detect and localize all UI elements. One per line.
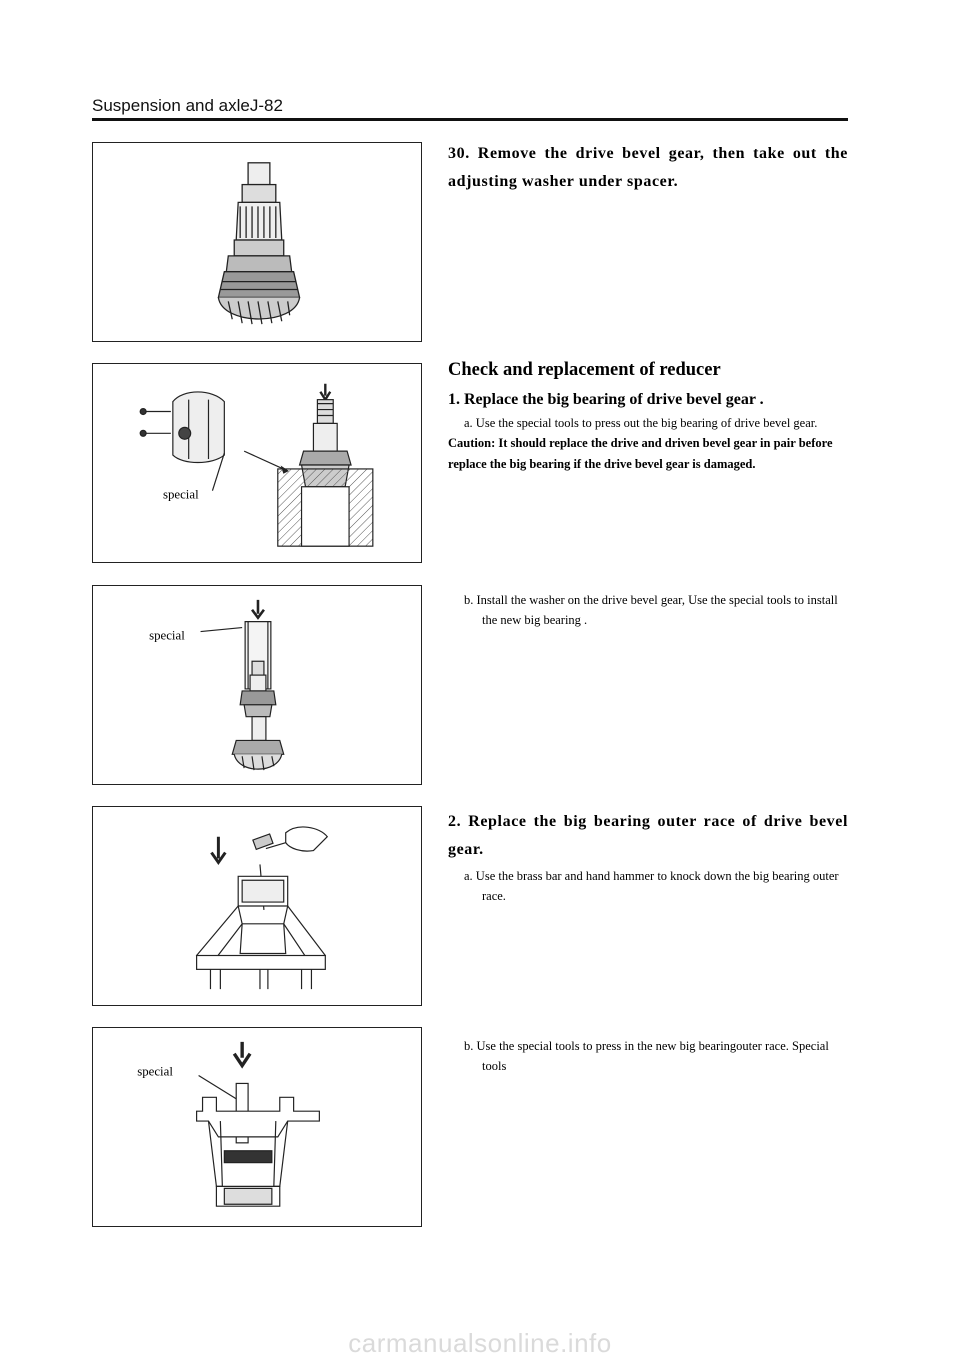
section-check-replacement xyxy=(448,360,848,475)
fig5-callout-label: special xyxy=(137,1064,173,1079)
figure-install-bearing xyxy=(92,585,422,785)
sub1-item-b-block xyxy=(448,590,848,630)
sub2-block xyxy=(448,808,848,906)
fig2-callout-label: special xyxy=(162,487,199,502)
step-30 xyxy=(448,140,848,196)
page-header: Suspension and axleJ-82 xyxy=(92,96,283,115)
fig3-callout-label: special xyxy=(149,628,185,643)
watermark-footer: carmanualsonline.info xyxy=(348,1328,612,1358)
install-bearing-illustration xyxy=(93,586,421,784)
figure-drive-bevel-gear xyxy=(92,142,422,342)
header-rule xyxy=(92,118,848,121)
figure-knock-outer-race xyxy=(92,806,422,1006)
knock-outer-race-illustration xyxy=(93,807,421,1005)
sub1-item-b: b. Install the washer on the drive bevel gear, Use the special tools to install the new big bearing . xyxy=(464,593,838,627)
drive-bevel-gear-illustration xyxy=(93,143,421,341)
sub1-item-a: a. Use the special tools to press out the big bearing of drive bevel gear. xyxy=(464,416,818,430)
figure-press-out-bearing xyxy=(92,363,422,563)
sub2-title: 2. Replace the big bearing outer race of drive bevel gear. xyxy=(448,813,848,858)
figure-press-in-outer-race xyxy=(92,1027,422,1227)
sub2-item-a: a. Use the brass bar and hand hammer to knock down the big bearing outer race. xyxy=(464,869,839,903)
sub2-item-b-block xyxy=(448,1036,848,1076)
press-in-outer-race-illustration xyxy=(93,1028,421,1226)
caution-note: Caution: It should replace the drive and driven bevel gear in pair before replace the big bearing if the drive bevel gear is damaged. xyxy=(448,436,833,471)
sub2-item-b: b. Use the special tools to press in the new big bearingouter race. Special tools xyxy=(464,1039,829,1073)
step-30-title: 30. Remove the drive bevel gear, then take out the adjusting washer under spacer. xyxy=(448,145,848,190)
section-title: Check and replacement of reducer xyxy=(448,360,721,380)
press-out-bearing-illustration xyxy=(93,364,421,562)
sub1-title: 1. Replace the big bearing of drive bevel gear . xyxy=(448,391,764,408)
